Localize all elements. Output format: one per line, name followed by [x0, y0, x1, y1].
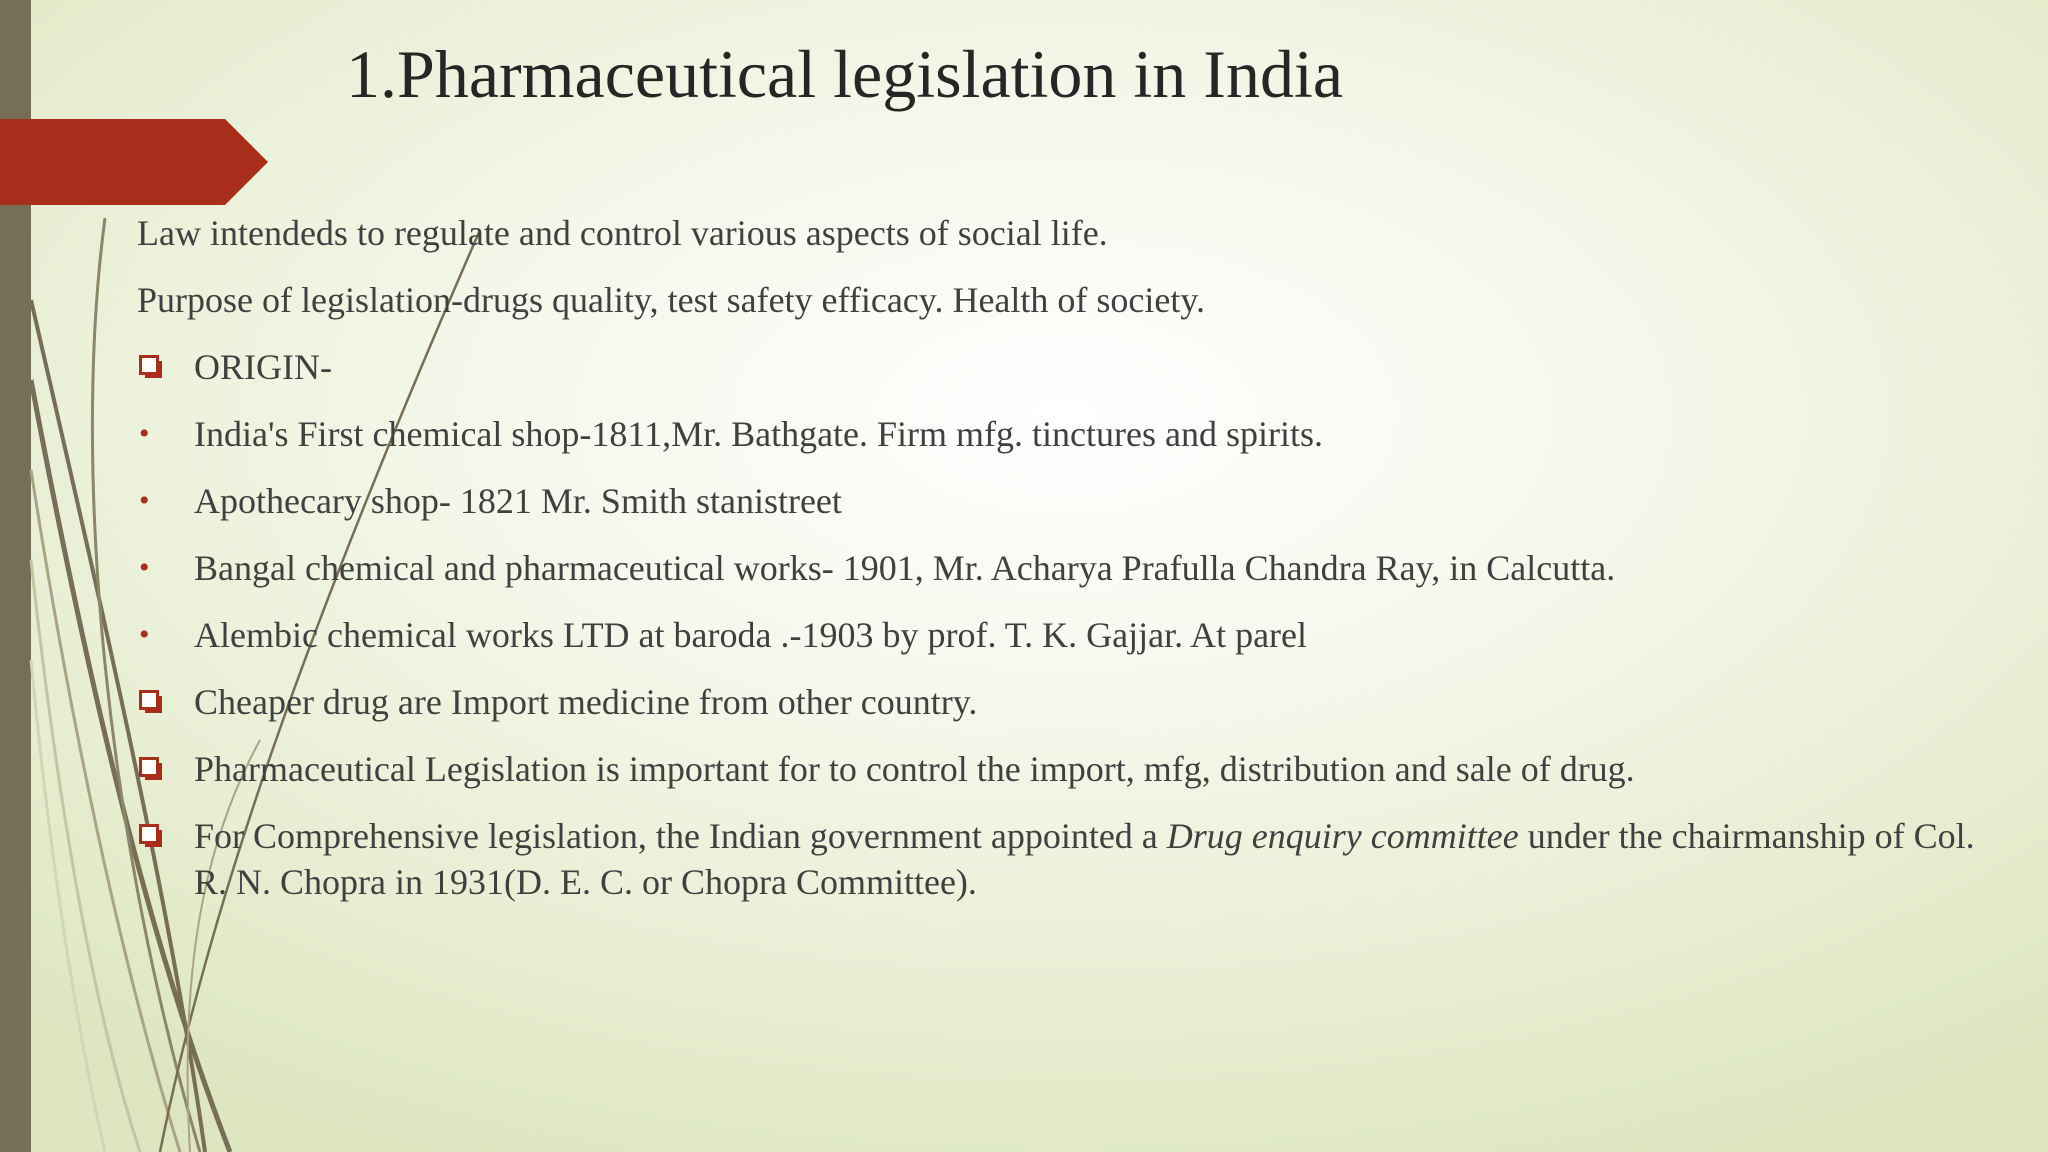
- list-item: [137, 411, 1997, 457]
- list-item: [137, 545, 1997, 591]
- bullet-dot-icon: •: [139, 484, 150, 517]
- intro-paragraph-law: Law intendeds to regulate and control various aspects of social life.: [137, 213, 1108, 253]
- bullet-dot-icon: •: [139, 417, 150, 450]
- bullet-dot-icon: •: [139, 551, 150, 584]
- slide-title: 1.Pharmaceutical legislation in India: [346, 36, 1344, 112]
- checkbox-bullet-icon: [137, 679, 173, 725]
- list-item-text: Pharmaceutical Legislation is important for to control the import, mfg, distribution and sale of drug.: [194, 749, 1635, 789]
- slide-body: [137, 210, 1997, 926]
- drug-enquiry-committee-emphasis: Drug enquiry committee: [1166, 816, 1519, 856]
- list-item-text: [194, 816, 1975, 902]
- list-item: [137, 478, 1997, 524]
- list-item-text: ORIGIN-: [194, 347, 332, 387]
- list-item-text: India's First chemical shop-1811,Mr. Bathgate. Firm mfg. tinctures and spirits.: [194, 414, 1323, 454]
- bullet-dot-icon: •: [139, 618, 150, 651]
- list-item-text: Apothecary shop- 1821 Mr. Smith stanistreet: [194, 481, 842, 521]
- list-item: [137, 813, 1997, 905]
- list-item: [137, 746, 1997, 792]
- list-item-text-after: under the chairmanship of Col. R. N. Chopra in 1931(D. E. C. or Chopra Committee).: [194, 816, 1975, 902]
- checkbox-bullet-icon: [137, 746, 173, 792]
- list-item-text-before: For Comprehensive legislation, the Indian government appointed a: [194, 816, 1167, 856]
- list-item-text: Cheaper drug are Import medicine from other country.: [194, 682, 978, 722]
- list-item-text: Bangal chemical and pharmaceutical works- 1901, Mr. Acharya Prafulla Chandra Ray, in Calcutta.: [194, 548, 1616, 588]
- list-item: [137, 679, 1997, 725]
- red-arrow-tab: [0, 119, 270, 205]
- list-item-text: Alembic chemical works LTD at baroda .-1903 by prof. T. K. Gajjar. At parel: [194, 615, 1308, 655]
- list-item: [137, 344, 1997, 390]
- checkbox-bullet-icon: [137, 813, 173, 859]
- list-item: [137, 612, 1997, 658]
- checkbox-bullet-icon: [137, 344, 173, 390]
- intro-paragraph-purpose: Purpose of legislation-drugs quality, test safety efficacy. Health of society.: [137, 280, 1206, 320]
